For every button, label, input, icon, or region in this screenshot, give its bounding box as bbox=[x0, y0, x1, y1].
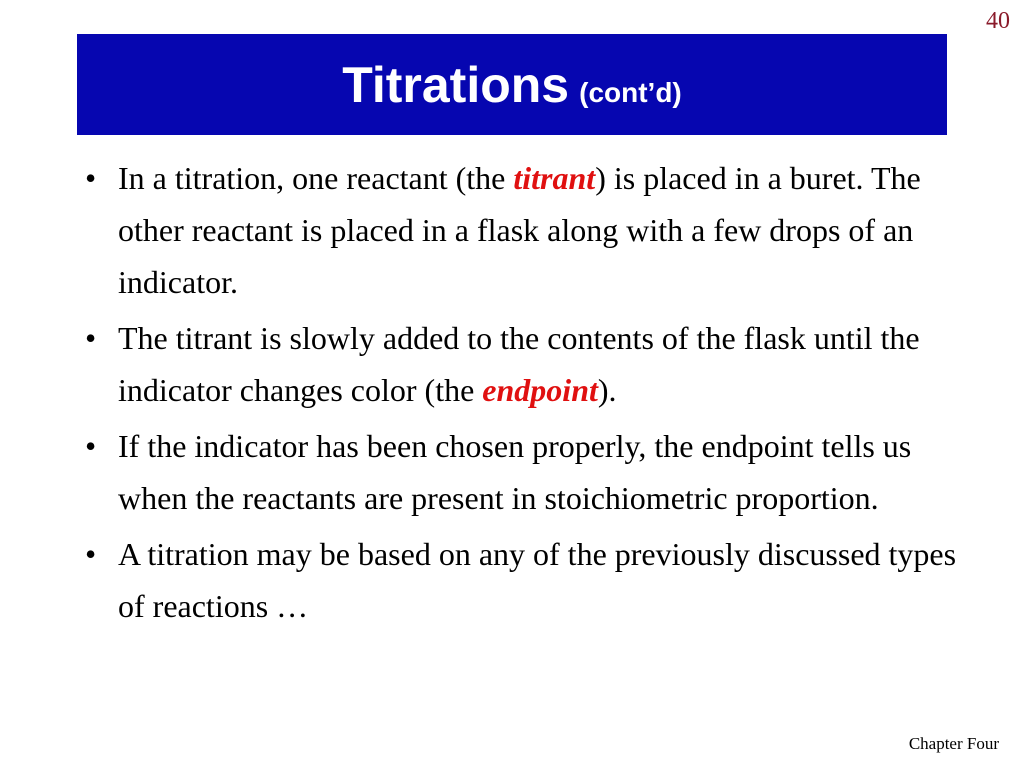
bullet-text: A titration may be based on any of the previously discussed types of reactions … bbox=[118, 536, 957, 624]
bullet-item bbox=[85, 528, 965, 632]
bullet-text-after: ). bbox=[597, 372, 617, 408]
bullet-list bbox=[85, 152, 965, 636]
page-number: 40 bbox=[986, 8, 1010, 34]
bullet-text-after: ) is placed in a buret. The other reactant is placed in a flask along with a few drops of an indicator. bbox=[118, 160, 921, 300]
bullet-text-before: In a titration, one reactant (the bbox=[118, 160, 514, 196]
title-bar bbox=[77, 34, 947, 135]
bullet-dot: • bbox=[85, 320, 97, 356]
bullet-item bbox=[85, 420, 965, 524]
bullet-text: If the indicator has been chosen properly, the endpoint tells us when the reactants are present in stoichiometric proportion. bbox=[118, 428, 912, 516]
bullet-dot: • bbox=[85, 428, 97, 464]
bullet-dot: • bbox=[85, 536, 97, 572]
emphasis-term-titrant: titrant bbox=[513, 160, 596, 196]
bullet-item bbox=[85, 312, 965, 416]
emphasis-term-endpoint: endpoint bbox=[482, 372, 598, 408]
slide-title bbox=[342, 56, 682, 113]
title-main: Titrations bbox=[342, 56, 570, 113]
footer-chapter-label: Chapter Four bbox=[908, 734, 999, 753]
bullet-item bbox=[85, 152, 965, 308]
bullet-text-before: The titrant is slowly added to the contents of the flask until the indicator changes color (the bbox=[118, 320, 920, 408]
title-sub: (cont’d) bbox=[579, 76, 682, 108]
bullet-dot: • bbox=[85, 160, 97, 196]
